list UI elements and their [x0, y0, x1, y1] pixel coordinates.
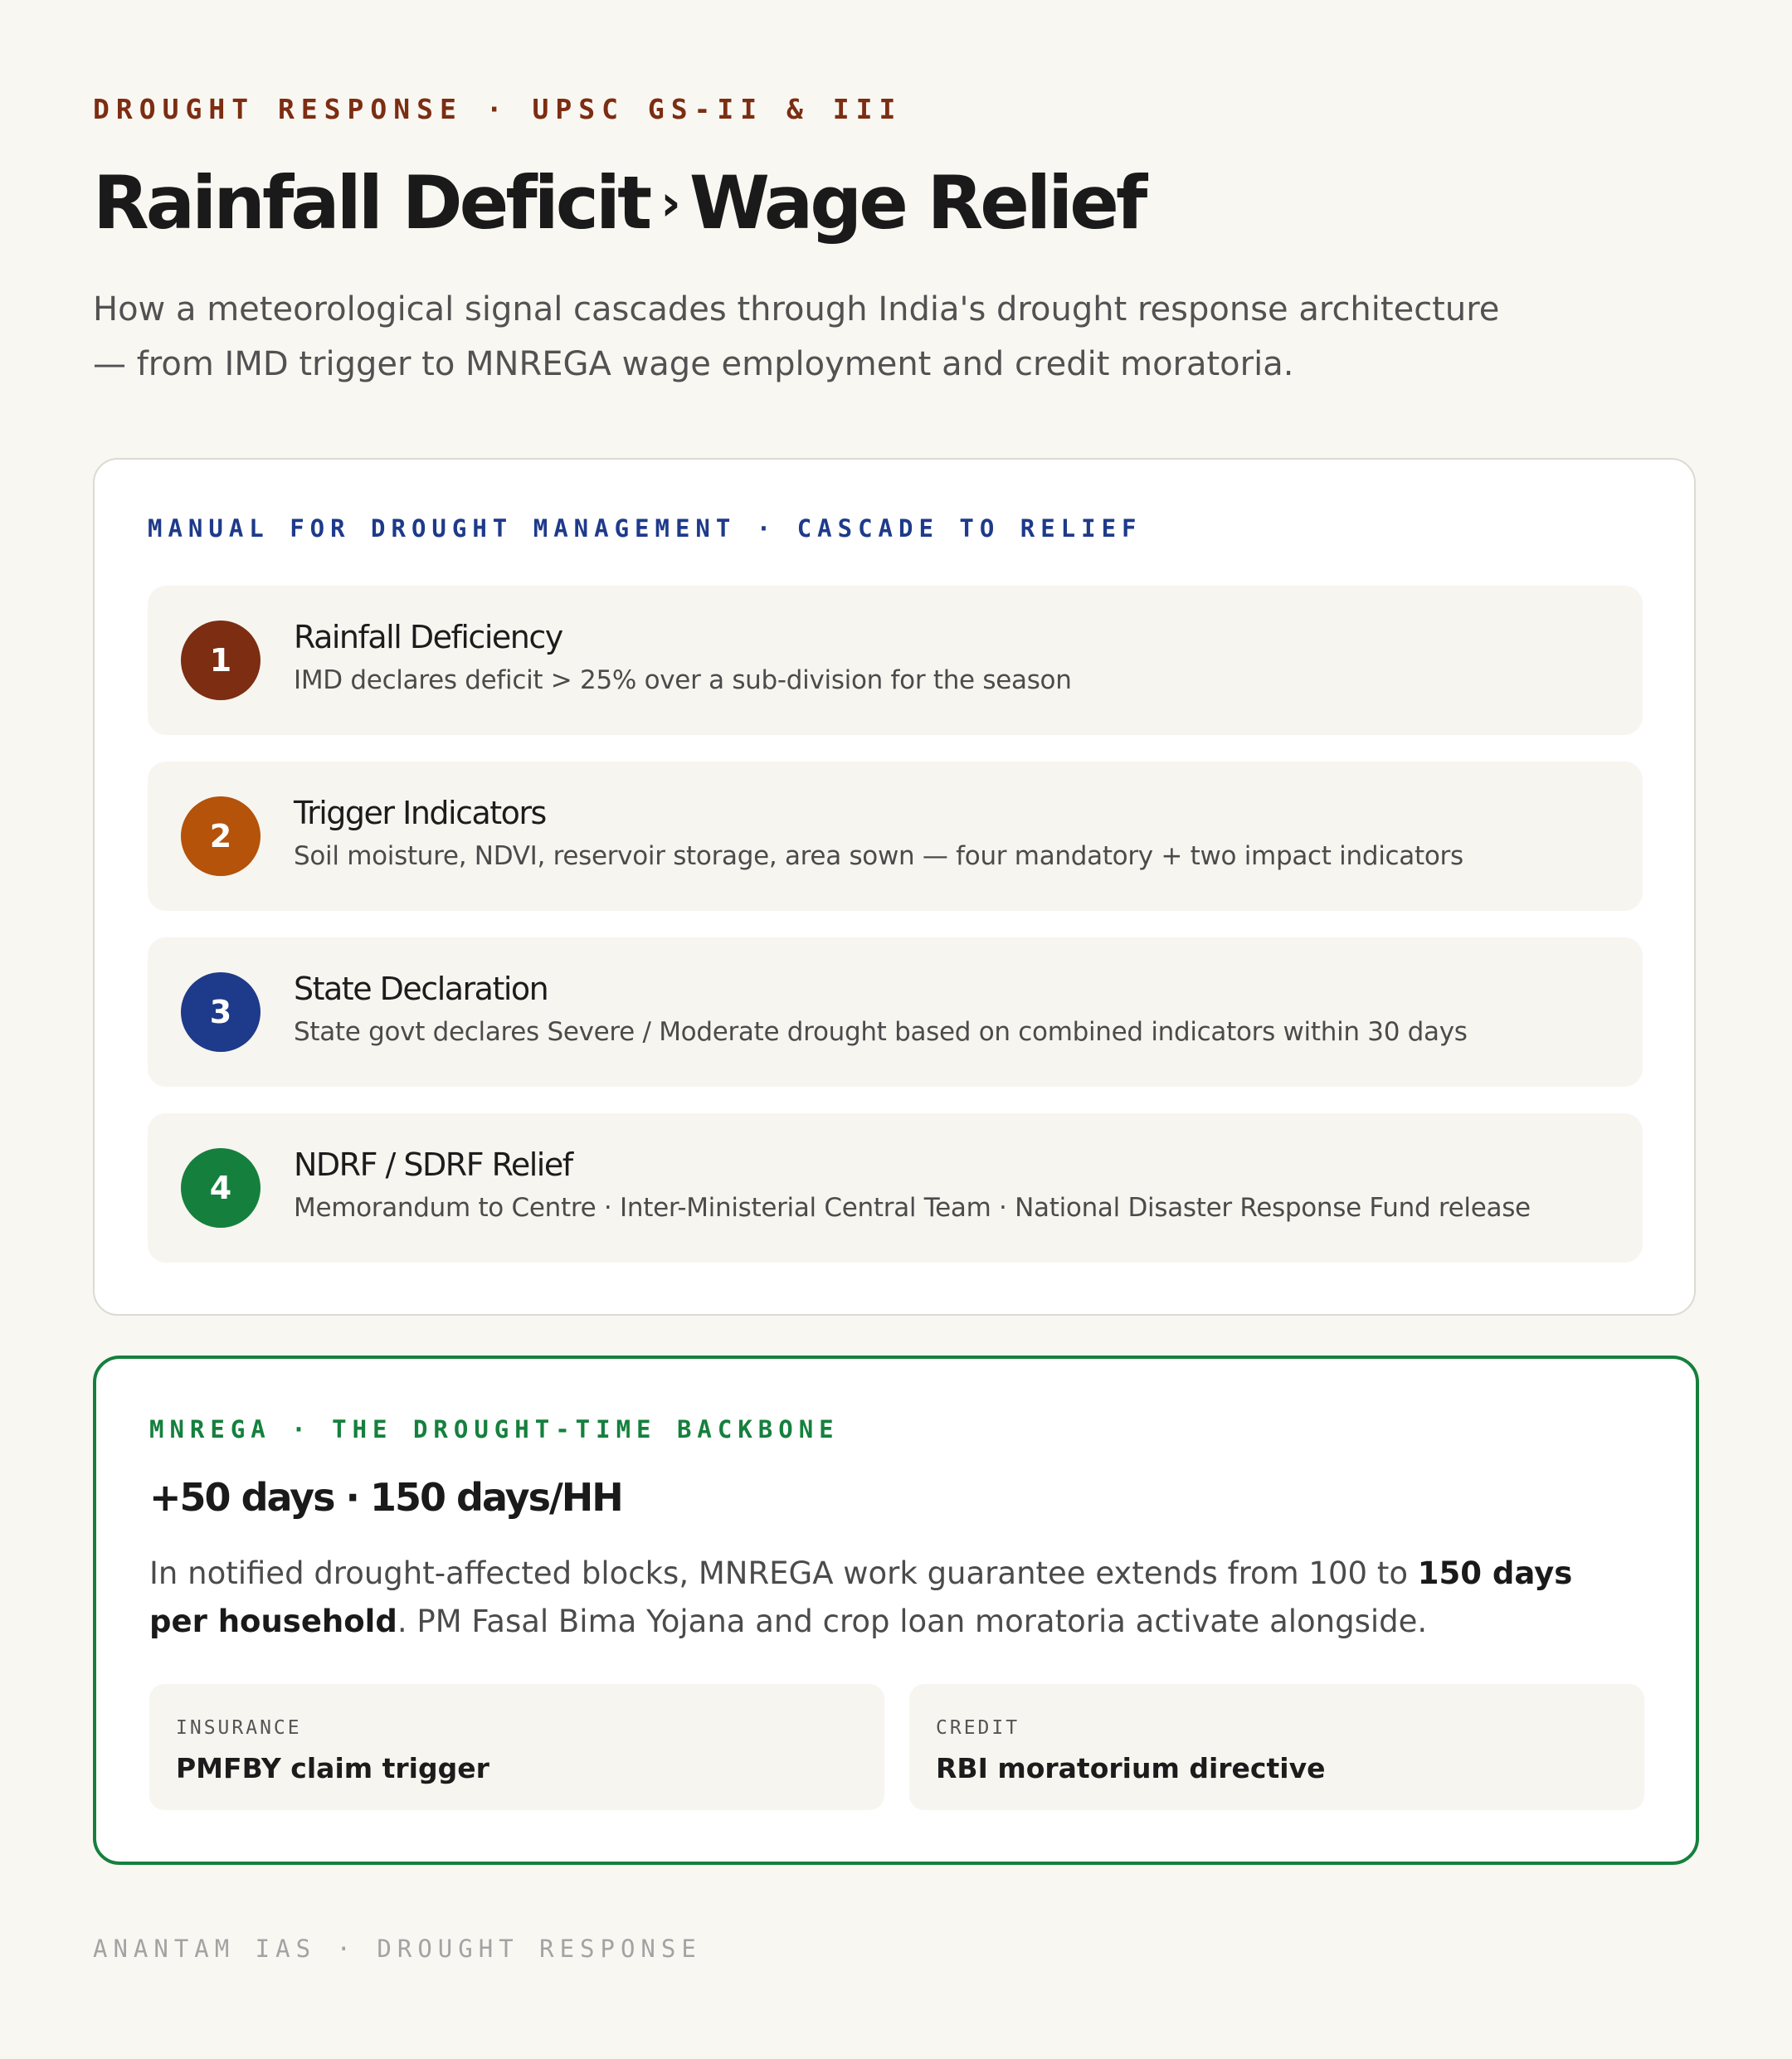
step-title: State Declaration	[294, 971, 548, 1007]
tile-value: PMFBY claim trigger	[176, 1752, 489, 1784]
step-title: Trigger Indicators	[294, 795, 546, 831]
tile-key: INSURANCE	[176, 1717, 302, 1739]
cascade-step	[148, 937, 1643, 1087]
page-subtitle: How a meteorological signal cascades through India's drought response architecture — from IMD trigger to MNREGA wage employment and credit moratoria.	[93, 290, 1500, 383]
step-description: Soil moisture, NDVI, reservoir storage, area sown — four mandatory + two impact indicators	[294, 841, 1463, 871]
cascade-step	[148, 1113, 1643, 1263]
mnrega-body	[149, 1550, 1609, 1646]
title-left: Rainfall Deficit	[93, 160, 650, 246]
page-title	[93, 158, 1144, 249]
cascade-card	[93, 458, 1696, 1316]
cascade-step	[148, 586, 1643, 735]
cascade-step	[148, 762, 1643, 911]
step-title: Rainfall Deficiency	[294, 619, 562, 655]
mnrega-body-emphasis: 150 days per household	[149, 1555, 1573, 1639]
step-number-badge: 1	[181, 621, 261, 700]
step-description: IMD declares deficit > 25% over a sub-division for the season	[294, 665, 1072, 695]
mnrega-card	[93, 1356, 1699, 1865]
step-number-badge: 4	[181, 1148, 261, 1228]
mnrega-body-text-end: . PM Fasal Bima Yojana and crop loan moratoria activate alongside.	[397, 1604, 1428, 1639]
mnrega-headline: +50 days · 150 days/HH	[149, 1475, 622, 1520]
mnrega-body-text: In notified drought-affected blocks, MNREGA work guarantee extends from 100 to	[149, 1555, 1418, 1591]
step-number-badge: 2	[181, 796, 261, 876]
insurance-tile	[149, 1684, 884, 1810]
title-right: Wage Relief	[689, 160, 1145, 246]
cascade-label: MANUAL FOR DROUGHT MANAGEMENT · CASCADE TO RELIEF	[148, 514, 1142, 543]
step-description: Memorandum to Centre · Inter-Ministerial Central Team · National Disaster Response Fund release	[294, 1193, 1531, 1223]
eyebrow: DROUGHT RESPONSE · UPSC GS-II & III	[93, 93, 903, 125]
tile-key: CREDIT	[936, 1717, 1020, 1739]
tile-value: RBI moratorium directive	[936, 1752, 1326, 1784]
chevron-right-icon: ›	[660, 174, 678, 232]
step-title: NDRF / SDRF Relief	[294, 1146, 572, 1183]
credit-tile	[909, 1684, 1644, 1810]
mnrega-label: MNREGA · THE DROUGHT-TIME BACKBONE	[149, 1415, 840, 1443]
step-description: State govt declares Severe / Moderate drought based on combined indicators within 30 days	[294, 1017, 1468, 1047]
step-number-badge: 3	[181, 972, 261, 1052]
footer: ANANTAM IAS · DROUGHT RESPONSE	[93, 1935, 702, 1963]
